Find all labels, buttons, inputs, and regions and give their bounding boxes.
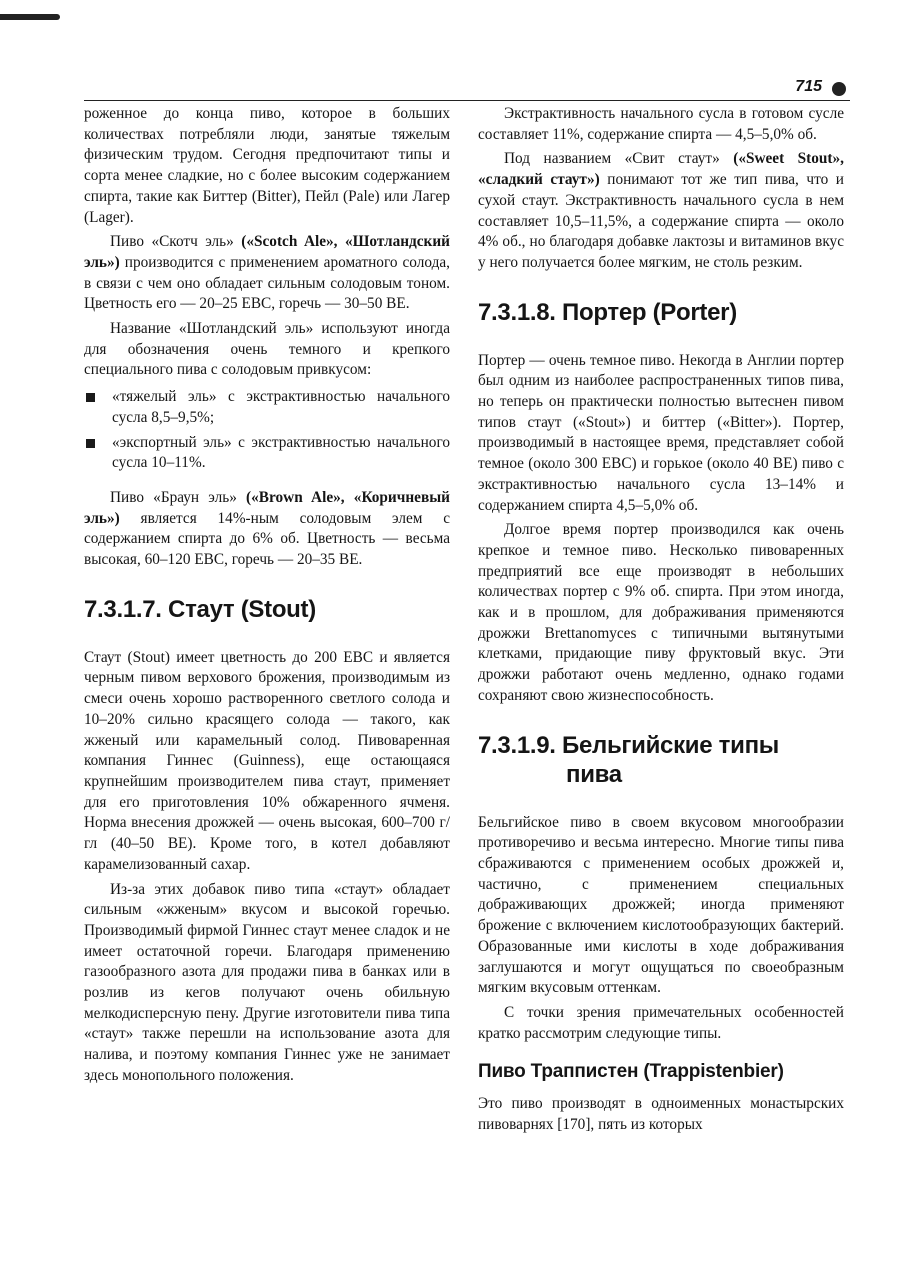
paragraph: Стаут (Stout) имеет цветность до 200 EBC и является черным пивом верхового брожения, производимым из смеси очень хорошо растворенного светлого солода и 10–20% сильно красящего солода — такого, как жженый или карамельный солод. Пивоваренная компания Гиннес (Guinness), еще остающаяся крупнейшим производителем пива стаут, применяет для его приготовления 10% обжаренного ячменя. Норма внесения дрожжей — очень высокая, 600–700 г/гл (40–50 BE). Кроме того, в котел добавляют карамелизованный сахар. <box>84 648 450 873</box>
paragraph: Бельгийское пиво в своем вкусовом многообразии противоречиво и весьма интересно. Многие типы пива сбраживаются с применением особых дрожжей и, частично, с применением специальных дображивающих дрожжей; иногда применяют брожение с включением кислотообразующих бактерий. Образованные ими кислоты в ходе дображивания заглушаются и могут ощущаться по своеобразным мягким вкусовым оттенкам. <box>478 813 844 997</box>
paragraph: роженное до конца пиво, которое в больших количествах потребляли люди, занятые тяжелым физическим трудом. Сегодня предпочитают типы и сорта менее сладкие, но с более высоким содержанием спирта, такие как Биттер (Bitter), Пейл (Pale) или Лагер (Lager). <box>84 105 450 226</box>
text: производится с применением ароматного солода, в связи с чем оно обладает сильным солодовым тоном. Цветность его — 20–25 EBC, горечь — 30–50 BE. <box>84 253 450 313</box>
bold-term: («Sweet Stout», «сладкий стаут») <box>478 150 844 189</box>
bullet-list <box>84 387 450 474</box>
list-item-text: «экспортный эль» с экстрактивностью начального сусла 10–11%. <box>112 433 450 472</box>
section-heading-stout: 7.3.1.7. Стаут (Stout) <box>84 595 316 623</box>
left-column <box>84 104 450 1087</box>
list-item-text: «тяжелый эль» с экстрактивностью начального сусла 8,5–9,5%; <box>112 388 450 426</box>
page-marker-icon <box>832 82 846 96</box>
right-column <box>478 104 844 1136</box>
paragraph: Экстрактивность начального сусла в готовом сусле составляет 11%, содержание спирта — 4,5–5,0% об. <box>478 105 844 143</box>
section-heading-belgian <box>478 731 844 789</box>
heading-line: пива <box>566 760 622 788</box>
list-item <box>84 433 450 474</box>
subsection-heading-trappist: Пиво Траппистен (Trappistenbier) <box>478 1061 784 1083</box>
paragraph: Долгое время портер производился как очень крепкое и темное пиво. Несколько пивоваренных предприятий все еще производят в небольших количествах портер с 9% об. спирта. При этом иногда, как и в прошлом, для дображивания применяются дрожжи Brettanomyces с типичными вытянутыми клетками, придающие пиву фруктовый вкус. Эти дрожжи работают очень медленно, однако годами сохраняют свою жизнеспособность. <box>478 521 844 704</box>
bold-term: («Scotch Ale», «Шотландский эль») <box>84 233 450 271</box>
paragraph: С точки зрения примечательных особенностей кратко рассмотрим следующие типы. <box>478 1003 844 1042</box>
bold-term: («Brown Ale», «Коричневый эль») <box>84 488 450 527</box>
text: Под названием «Свит стаут» <box>504 150 734 168</box>
heading-line: 7.3.1.9. Бельгийские типы <box>478 731 779 759</box>
bullet-icon <box>86 393 95 402</box>
text: Пиво «Браун эль» <box>110 488 247 506</box>
paragraph-sweet-stout <box>478 149 844 273</box>
page-number: 715 <box>795 78 822 95</box>
text: Пиво «Скотч эль» <box>110 233 242 251</box>
section-heading-porter: 7.3.1.8. Портер (Porter) <box>478 298 737 326</box>
text: является 14%-ным солодовым элем с содержанием спирта до 6% об. Цветность — весьма высокая, 60–120 EBC, горечь — 20–35 BE. <box>84 509 450 569</box>
paragraph: Это пиво производят в одноименных монастырских пивоварнях [170], пять из которых <box>478 1095 844 1134</box>
paragraph: Из-за этих добавок пиво типа «стаут» обладает сильным «жженым» вкусом и высокой горечью. Производимый фирмой Гиннес стаут менее сладок и не имеет остаточной горечи. Благодаря применению газообразного азота для продажи пива в банках или в розлив из кегов получают очень обильную мелкодисперсную пену. Другие изготовители пива типа «стаут» также перешли на использование азота для налива, и поэтому компания Гиннес уже не занимает здесь монопольного положения. <box>84 880 450 1084</box>
paragraph-brown-ale <box>84 488 450 571</box>
list-item <box>84 387 450 428</box>
paragraph: Портер — очень темное пиво. Некогда в Англии портер был одним из наиболее распространенных типов пива, но теперь он практически полностью вытеснен пивом типов стаут («Stout») и биттер («Bitter»). Портер, производимый в настоящее время, представляет собой темное (около 300 EBC) и горькое (около 40 BE) пиво с экстрактивностью начального сусла 13–14% и содержанием спирта 4,5–5,0% об. <box>478 351 844 514</box>
bullet-icon <box>86 439 95 448</box>
paragraph-scotch-ale <box>84 232 450 315</box>
page-header <box>84 78 850 101</box>
scan-edge-mark <box>0 14 60 20</box>
text: понимают тот же тип пива, что и сухой стаут. Экстрактивность начального сусла в нем составляет 10,5–11,5%, а содержание спирта — около 4% об., но благодаря добавке лактозы и витаминов вкус у него получается более мягким, не столь резким. <box>478 171 844 271</box>
paragraph: Название «Шотландский эль» используют иногда для обозначения очень темного и крепкого специального пива с солодовым привкусом: <box>84 320 450 379</box>
